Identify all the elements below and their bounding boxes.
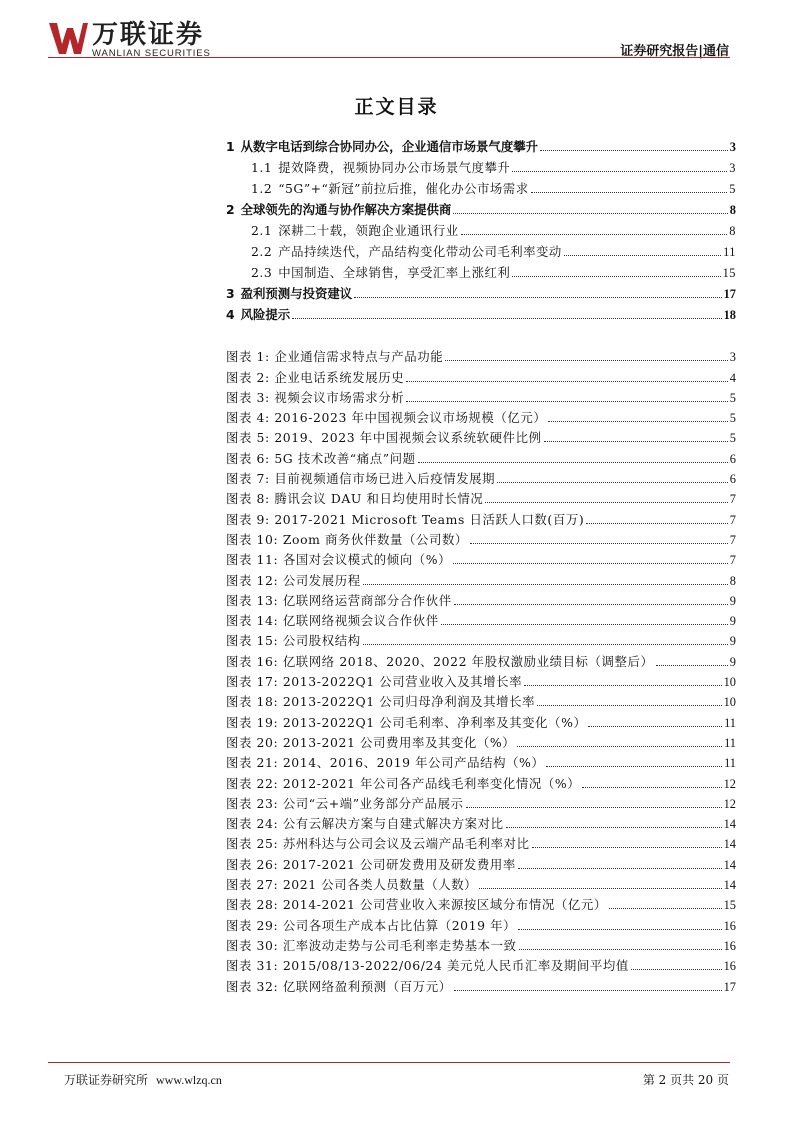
toc-entry-number: 2.1	[251, 223, 273, 238]
figure-page: 11	[724, 735, 736, 750]
figure-leader-dots	[588, 726, 722, 727]
figure-number: 图表 22:	[226, 775, 279, 791]
figure-leader-dots	[454, 604, 728, 605]
figure-entry[interactable]	[226, 893, 736, 913]
toc-entry-page: 17	[723, 287, 736, 301]
figure-number: 图表 1:	[226, 349, 270, 365]
figure-entry[interactable]	[226, 345, 736, 365]
figure-title: 公司发展历程	[282, 572, 361, 588]
figure-entry-label	[226, 451, 416, 467]
figure-entry[interactable]	[226, 629, 736, 649]
list-of-figures	[226, 345, 736, 995]
figure-entry-label	[226, 593, 452, 609]
toc-entry[interactable]	[226, 263, 736, 281]
toc-entry-page: 8	[729, 203, 736, 217]
figure-page: 6	[729, 451, 736, 466]
figure-leader-dots	[656, 665, 728, 666]
toc-entry[interactable]	[226, 242, 736, 260]
figure-title: 公司股权结构	[282, 633, 361, 649]
toc-entry-label	[226, 202, 451, 218]
figure-page: 9	[729, 593, 736, 608]
figure-number: 图表 4:	[226, 410, 270, 426]
figure-title: 亿联网络盈利预测（百万元）	[282, 978, 452, 994]
figure-number: 图表 3:	[226, 389, 270, 405]
figure-number: 图表 32:	[226, 978, 279, 994]
figure-title: 2012-2021 年公司各产品线毛利率变化情况（%）	[282, 775, 581, 791]
figure-title: 汇率波动走势与公司毛利率走势基本一致	[282, 937, 517, 953]
header-divider	[48, 57, 730, 58]
figure-entry[interactable]	[226, 771, 736, 791]
figure-entry[interactable]	[226, 954, 736, 974]
figure-number: 图表 7:	[226, 471, 270, 487]
report-type: 证券研究报告|通信	[620, 44, 729, 59]
figure-number: 图表 29:	[226, 917, 279, 933]
figure-title: 2021 公司各类人员数量（人数）	[282, 877, 478, 893]
toc-leader-dots	[292, 318, 721, 319]
figure-title: 目前视频通信市场已进入后疫情发展期	[274, 471, 496, 487]
figure-page: 11	[724, 756, 736, 771]
figure-page: 16	[723, 938, 736, 953]
figure-page: 9	[729, 614, 736, 629]
figure-page: 14	[723, 817, 736, 832]
footer-page-info: 第 2 页共 20 页	[642, 1073, 729, 1087]
figure-entry[interactable]	[226, 365, 736, 385]
figure-leader-dots	[586, 523, 728, 524]
toc-leader-dots	[354, 297, 721, 298]
figure-leader-dots	[479, 888, 721, 889]
figure-entry-label	[226, 390, 404, 406]
figure-page: 5	[729, 431, 736, 446]
figure-entry-label	[226, 613, 439, 629]
toc-entry-page: 18	[723, 308, 736, 322]
figure-page: 3	[729, 350, 736, 365]
figure-entry[interactable]	[226, 609, 736, 629]
figure-entry-label	[226, 633, 361, 649]
figure-page: 7	[729, 553, 736, 568]
figure-entry-label	[226, 796, 464, 812]
figure-number: 图表 10:	[226, 531, 279, 547]
figure-entry-label	[226, 512, 584, 528]
figure-entry-label	[226, 532, 468, 548]
toc-entry-number: 2.2	[251, 244, 273, 259]
figure-leader-dots	[506, 827, 722, 828]
figure-entry[interactable]	[226, 852, 736, 872]
figure-page: 12	[723, 776, 736, 791]
figure-entry-label	[226, 897, 607, 913]
figure-leader-dots	[546, 766, 722, 767]
toc-entry[interactable]	[226, 200, 736, 218]
toc-entry-number: 1.2	[251, 181, 273, 196]
figure-title: 企业电话系统发展历史	[274, 369, 405, 385]
figure-leader-dots	[582, 787, 721, 788]
figure-leader-dots	[518, 929, 721, 930]
figure-entry[interactable]	[226, 731, 736, 751]
toc-leader-dots	[531, 192, 728, 193]
figure-entry[interactable]	[226, 446, 736, 466]
figure-entry[interactable]	[226, 649, 736, 669]
figure-page: 4	[729, 370, 736, 385]
figure-number: 图表 31:	[226, 958, 279, 974]
toc-entry-page: 3	[729, 161, 736, 175]
figure-leader-dots	[363, 584, 728, 585]
figure-entry-label	[226, 370, 404, 386]
figure-entry-label	[226, 491, 483, 507]
figure-number: 图表 30:	[226, 937, 279, 953]
toc-entry-number: 1.1	[251, 160, 273, 175]
figure-page: 16	[723, 918, 736, 933]
figure-leader-dots	[524, 685, 721, 686]
figure-number: 图表 24:	[226, 816, 279, 832]
figure-leader-dots	[485, 502, 727, 503]
figure-entry[interactable]	[226, 487, 736, 507]
figure-leader-dots	[548, 421, 727, 422]
figure-entry-label	[226, 836, 530, 852]
page-header	[0, 0, 793, 62]
figure-title: 2016-2023 年中国视频会议市场规模（亿元）	[274, 410, 547, 426]
figure-leader-dots	[453, 563, 728, 564]
footer-institute-name: 万联证券研究所	[64, 1073, 149, 1087]
toc-entry-page: 5	[729, 182, 736, 196]
figure-leader-dots	[537, 705, 721, 706]
figure-title: 视频会议市场需求分析	[274, 389, 405, 405]
toc-leader-dots	[512, 171, 727, 172]
figure-title: 公司各项生产成本占比估算（2019 年）	[282, 917, 517, 933]
figure-page: 14	[723, 878, 736, 893]
figure-entry-label	[226, 958, 629, 974]
figure-entry-label	[226, 349, 443, 365]
footer-url[interactable]: www.wlzq.cn	[156, 1073, 222, 1087]
figure-entry[interactable]	[226, 568, 736, 588]
figure-title: 亿联网络运营商部分合作伙伴	[282, 592, 452, 608]
figure-title: 苏州科达与公司会议及云端产品毛利率对比	[282, 836, 530, 852]
toc-entry[interactable]	[226, 221, 736, 239]
figure-title: 2013-2022Q1 公司营业收入及其增长率	[282, 674, 523, 690]
footer-institute	[64, 1071, 222, 1088]
toc-entry-number: 4	[226, 307, 235, 322]
figure-title: 公司“云+端”业务部分产品展示	[282, 795, 464, 811]
company-logo	[48, 20, 278, 60]
figure-number: 图表 5:	[226, 430, 270, 446]
figure-page: 9	[729, 634, 736, 649]
toc-entry[interactable]	[226, 284, 736, 302]
figure-title: 5G 技术改善“痛点”问题	[274, 450, 416, 466]
figure-entry-label	[226, 410, 546, 426]
figure-number: 图表 8:	[226, 491, 270, 507]
figure-entry[interactable]	[226, 507, 736, 527]
figure-entry[interactable]	[226, 690, 736, 710]
figure-entry[interactable]	[226, 589, 736, 609]
toc-entry-label	[226, 139, 538, 155]
figure-entry-label	[226, 877, 477, 893]
figure-page: 5	[729, 390, 736, 405]
figure-title: 2013-2021 公司费用率及其变化（%）	[282, 734, 516, 750]
toc-entry-page: 11	[723, 245, 736, 259]
figure-title: 公有云解决方案与自建式解决方案对比	[282, 816, 504, 832]
figure-title: 企业通信需求特点与产品功能	[274, 349, 444, 365]
figure-title: 2013-2022Q1 公司归母净利润及其增长率	[282, 694, 536, 710]
figure-leader-dots	[363, 644, 728, 645]
footer-divider	[48, 1062, 730, 1063]
figure-entry-label	[226, 816, 504, 832]
figure-entry[interactable]	[226, 832, 736, 852]
toc-entry-text: “5G”+“新冠”前拉后推，催化办公市场需求	[278, 181, 529, 196]
figure-title: 2013-2022Q1 公司毛利率、净利率及其变化（%）	[282, 714, 587, 730]
toc-entry[interactable]	[226, 179, 736, 197]
figure-leader-dots	[631, 969, 722, 970]
toc-entry[interactable]	[226, 137, 736, 155]
figure-entry-label	[226, 694, 535, 710]
figure-entry[interactable]	[226, 974, 736, 994]
figure-page: 6	[729, 472, 736, 487]
figure-page: 7	[729, 492, 736, 507]
figure-page: 10	[723, 695, 736, 710]
figure-entry[interactable]	[226, 792, 736, 812]
figure-entry-label	[226, 573, 361, 589]
figure-title: 2017-2021 Microsoft Teams 日活跃人口数(百万)	[274, 511, 585, 527]
toc-entry-label	[251, 244, 562, 260]
toc-entry[interactable]	[226, 158, 736, 176]
figure-entry[interactable]	[226, 467, 736, 487]
figure-page: 14	[723, 837, 736, 852]
toc-entry-text: 盈利预测与投资建议	[240, 286, 353, 301]
figure-leader-dots	[470, 543, 728, 544]
figure-title: 亿联网络视频会议合作伙伴	[282, 613, 439, 629]
toc-entry-text: 风险提示	[240, 307, 291, 322]
figure-title: 亿联网络 2018、2020、2022 年股权激励业绩目标（调整后）	[282, 653, 654, 669]
figure-title: 腾讯会议 DAU 和日均使用时长情况	[274, 491, 484, 507]
figure-number: 图表 19:	[226, 714, 279, 730]
figure-leader-dots	[518, 868, 722, 869]
figure-entry-label	[226, 430, 542, 446]
figure-page: 11	[724, 715, 736, 730]
figure-entry[interactable]	[226, 386, 736, 406]
toc-entry-label	[226, 307, 290, 323]
figure-page: 7	[729, 532, 736, 547]
page-title: 正文目录	[354, 96, 439, 118]
toc-leader-dots	[453, 213, 728, 214]
figure-number: 图表 27:	[226, 877, 279, 893]
figure-entry-label	[226, 857, 516, 873]
toc-entry-page: 3	[729, 140, 736, 154]
figure-entry-label	[226, 755, 544, 771]
figure-number: 图表 20:	[226, 734, 279, 750]
figure-entry-label	[226, 715, 586, 731]
toc-entry-number: 2	[226, 202, 235, 217]
logo-chinese-name: 万联证券	[92, 20, 205, 50]
toc-entry-text: 提效降费，视频协同办公市场景气度攀升	[278, 160, 511, 175]
figure-number: 图表 11:	[226, 552, 279, 568]
toc-entry-label	[251, 223, 459, 239]
figure-number: 图表 14:	[226, 613, 279, 629]
figure-page: 5	[729, 411, 736, 426]
figure-number: 图表 25:	[226, 836, 279, 852]
figure-number: 图表 2:	[226, 369, 270, 385]
figure-entry-label	[226, 471, 495, 487]
figure-leader-dots	[406, 381, 728, 382]
figure-number: 图表 17:	[226, 674, 279, 690]
figure-entry[interactable]	[226, 426, 736, 446]
figure-number: 图表 6:	[226, 450, 270, 466]
figure-leader-dots	[418, 462, 728, 463]
figure-entry-label	[226, 938, 517, 954]
toc-entry-page: 15	[722, 266, 736, 280]
toc-entry-label	[251, 181, 529, 197]
figure-title: 2015/08/13-2022/06/24 美元兑人民币汇率及期间平均值	[282, 958, 629, 974]
figure-number: 图表 23:	[226, 795, 279, 811]
figure-number: 图表 18:	[226, 694, 279, 710]
figure-title: Zoom 商务伙伴数量（公司数）	[282, 531, 468, 547]
figure-leader-dots	[544, 441, 728, 442]
toc-entry-number: 1	[226, 139, 235, 154]
figure-leader-dots	[406, 401, 728, 402]
toc-entry-text: 产品持续迭代，产品结构变化带动公司毛利率变动	[278, 244, 562, 259]
toc-entry-label	[226, 286, 352, 302]
figure-entry[interactable]	[226, 548, 736, 568]
figure-leader-dots	[441, 624, 728, 625]
figure-number: 图表 28:	[226, 897, 279, 913]
figure-title: 2019、2023 年中国视频会议系统软硬件比例	[274, 430, 542, 446]
figure-entry[interactable]	[226, 913, 736, 933]
figure-page: 9	[729, 654, 736, 669]
figure-entry[interactable]	[226, 406, 736, 426]
figure-entry[interactable]	[226, 710, 736, 730]
figure-title: 各国对会议模式的倾向（%）	[282, 552, 452, 568]
figure-leader-dots	[466, 807, 722, 808]
figure-number: 图表 21:	[226, 755, 279, 771]
toc-entry-number: 3	[226, 286, 235, 301]
figure-entry-label	[226, 654, 654, 670]
figure-entry[interactable]	[226, 812, 736, 832]
toc-leader-dots	[461, 234, 728, 235]
toc-entry-page: 8	[729, 224, 736, 238]
figure-entry-label	[226, 979, 452, 995]
figure-entry[interactable]	[226, 670, 736, 690]
figure-number: 图表 9:	[226, 511, 270, 527]
figure-leader-dots	[609, 908, 722, 909]
toc-leader-dots	[564, 255, 721, 256]
figure-entry-label	[226, 918, 516, 934]
figure-page: 14	[723, 857, 736, 872]
toc-entry-text: 从数字电话到综合协同办公，企业通信市场景气度攀升	[240, 139, 538, 154]
figure-entry-label	[226, 776, 580, 792]
figure-leader-dots	[454, 990, 722, 991]
figure-number: 图表 13:	[226, 592, 279, 608]
figure-title: 2014、2016、2019 年公司产品结构（%）	[282, 755, 545, 771]
figure-leader-dots	[532, 847, 722, 848]
figure-number: 图表 26:	[226, 856, 279, 872]
figure-entry[interactable]	[226, 873, 736, 893]
figure-page: 12	[723, 796, 736, 811]
figure-entry-label	[226, 735, 515, 751]
toc-entry-text: 全球领先的沟通与协作解决方案提供商	[240, 202, 452, 217]
figure-number: 图表 16:	[226, 653, 279, 669]
toc-entry-text: 中国制造、全球销售，享受汇率上涨红利	[278, 265, 511, 280]
figure-page: 15	[723, 898, 736, 913]
figure-entry-label	[226, 552, 451, 568]
toc-entry-label	[251, 265, 510, 281]
toc-entry[interactable]	[226, 305, 736, 323]
toc-entry-text: 深耕二十载，领跑企业通讯行业	[278, 223, 459, 238]
logo-w-icon	[48, 20, 88, 56]
figure-entry[interactable]	[226, 528, 736, 548]
toc-leader-dots	[540, 150, 728, 151]
toc-entry-label	[251, 160, 510, 176]
toc-entry-number: 2.3	[251, 265, 273, 280]
figure-entry[interactable]	[226, 751, 736, 771]
figure-title: 2014-2021 公司营业收入来源按区域分布情况（亿元）	[282, 897, 607, 913]
figure-page: 8	[729, 573, 736, 588]
figure-entry-label	[226, 674, 522, 690]
figure-page: 10	[723, 675, 736, 690]
figure-title: 2017-2021 公司研发费用及研发费用率	[282, 856, 516, 872]
figure-page: 16	[723, 959, 736, 974]
figure-number: 图表 12:	[226, 572, 279, 588]
toc-leader-dots	[512, 276, 720, 277]
figure-leader-dots	[517, 746, 722, 747]
figure-leader-dots	[497, 482, 728, 483]
figure-entry[interactable]	[226, 934, 736, 954]
figure-leader-dots	[519, 949, 722, 950]
figure-page: 7	[729, 512, 736, 527]
logo-english-name: WANLIAN SECURITIES	[92, 48, 211, 59]
figure-page: 17	[723, 979, 736, 994]
figure-number: 图表 15:	[226, 633, 279, 649]
figure-leader-dots	[445, 360, 728, 361]
